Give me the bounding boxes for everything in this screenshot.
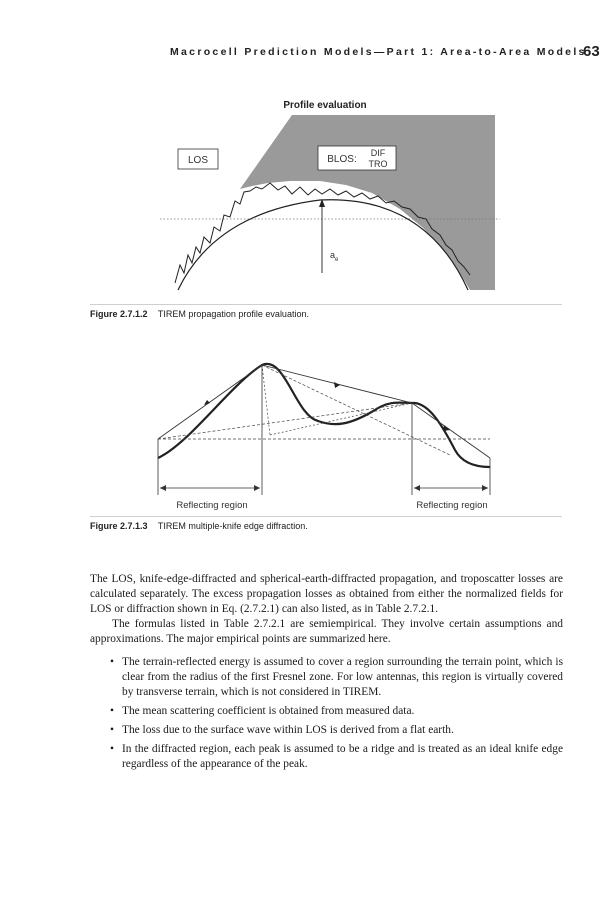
page-number: 63 (583, 43, 600, 60)
paragraph: The LOS, knife-edge-diffracted and spherical-earth-diffracted propagation, and troposcatter losses are calculated separately. The excess propagation losses as obtained from either the normalized fields for LOS or diffraction shown in Eq. (2.7.2.1) can also listed, as in Table 2.7.2.1. (90, 573, 563, 615)
paragraph: The formulas listed in Table 2.7.2.1 are semiempirical. They involve certain assumptions and approximations. The major empirical points are summarized here. (90, 618, 563, 645)
caption-divider (90, 516, 562, 517)
figure2-caption (90, 521, 308, 531)
los-label: LOS (187, 155, 209, 166)
diffraction-ray-1 (158, 365, 262, 439)
figure1-caption (90, 309, 309, 319)
figure2-caption-text: TIREM multiple-knife edge diffraction. (157, 521, 308, 531)
diffraction-ray-3 (412, 403, 490, 458)
figure2-caption-number: Figure 2.7.1.3 (90, 521, 148, 531)
running-header-title: Macrocell Prediction Models—Part 1: Area-to-Area Models (170, 46, 587, 58)
list-item: • In the diffracted region, each peak is assumed to be a ridge and is treated as an ideal knife edge regardless of the appearance of the peak. (110, 742, 563, 772)
list-item: • The loss due to the surface wave within LOS is derived from a flat earth. (110, 723, 563, 738)
right-reflecting-region-label: Reflecting region (416, 500, 488, 511)
body-text (90, 572, 563, 776)
figure-multiple-knife-edge (150, 355, 500, 515)
tro-label: TRO (368, 159, 388, 169)
figure1-title: Profile evaluation (283, 100, 367, 111)
dif-label: DIF (370, 148, 386, 158)
list-item: • The mean scattering coefficient is obtained from measured data. (110, 704, 563, 719)
blos-label: BLOS: (327, 154, 357, 165)
figure1-caption-number: Figure 2.7.1.2 (90, 309, 148, 319)
caption-divider (90, 304, 562, 305)
left-reflecting-region-label: Reflecting region (176, 500, 248, 511)
blos-shaded-region (240, 115, 495, 290)
figure-profile-evaluation (160, 95, 500, 295)
earth-radius-label: $a_e$ (330, 250, 339, 263)
list-item: • The terrain-reflected energy is assumed to cover a region surrounding the terrain point, which is clear from the radius of the first Fresnel zone. For low antennas, this region is virtually covered by transverse terrain, which is not considered in TIREM. (110, 655, 563, 700)
bullet-list (90, 655, 563, 772)
figure1-caption-text: TIREM propagation profile evaluation. (157, 309, 309, 319)
